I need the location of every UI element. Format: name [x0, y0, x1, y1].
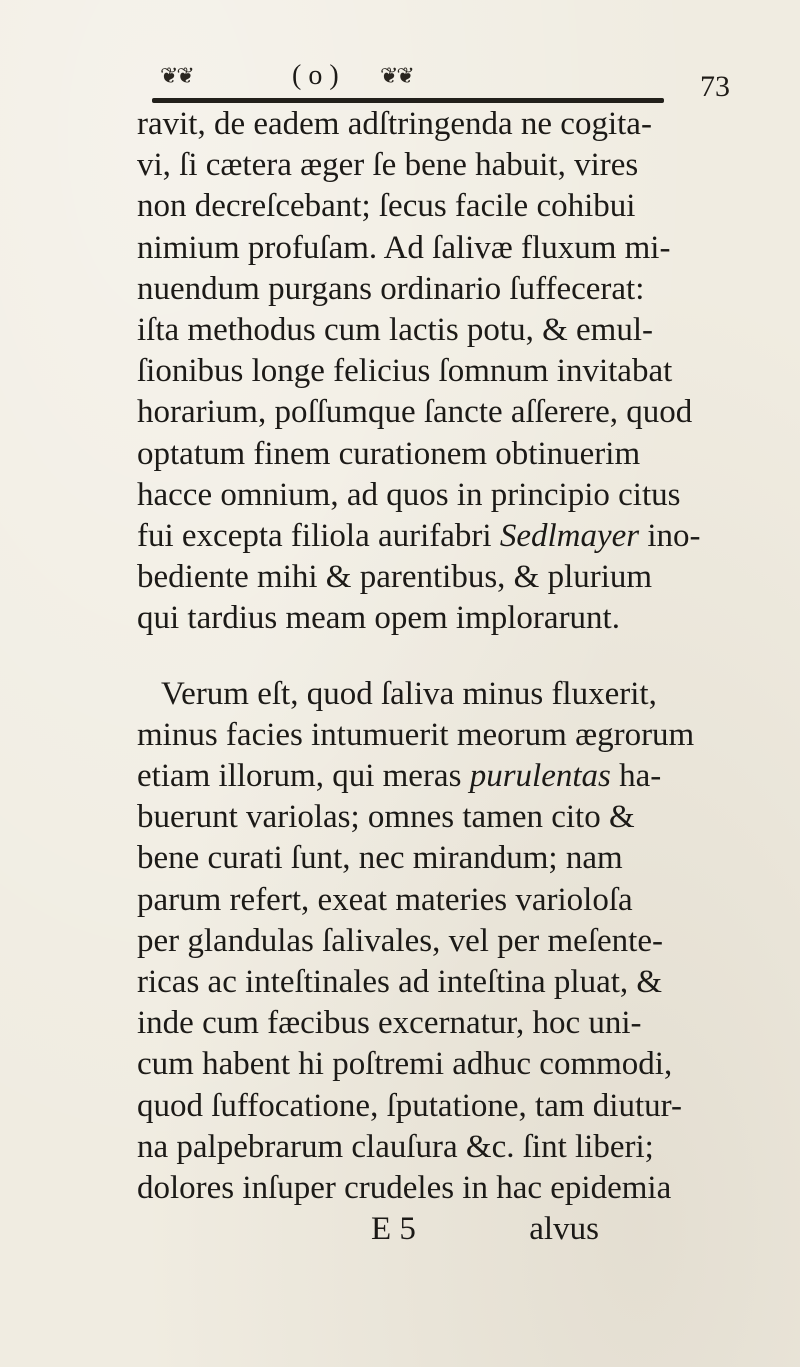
running-header — [160, 54, 730, 103]
signature-mark: E 5 — [371, 1211, 416, 1248]
text-line: qui tardius meam opem implorarunt. — [137, 600, 620, 637]
italic-name: Sedlmayer — [499, 518, 640, 555]
text-line: iſta methodus cum lactis potu, & emul- — [137, 312, 653, 349]
text-line: buerunt variolas; omnes tamen cito & — [137, 799, 635, 836]
text-line: bene curati ſunt, nec mirandum; nam — [137, 840, 623, 877]
text-line: vi, ſi cætera æger ſe bene habuit, vires — [137, 147, 639, 184]
right-ornament-icon: ❦❦ — [380, 64, 413, 89]
text-segment: fui excepta filiola aurifabri — [137, 518, 492, 555]
text-line: optatum finem curationem obtinuerim — [137, 435, 641, 472]
text-line: horarium, poſſumque ſancte aſſerere, quod — [137, 394, 693, 431]
text-line: ravit, de eadem adſtringenda ne cogita- — [137, 106, 652, 142]
text-line — [137, 756, 737, 797]
catchword: alvus — [529, 1211, 599, 1248]
text-line: na palpebrarum clauſura &c. ſint liberi; — [137, 1128, 654, 1165]
page-number: 73 — [700, 70, 730, 103]
left-ornament-icon: ❦❦ — [160, 64, 193, 89]
text-line: minus facies intumuerit meorum ægrorum — [137, 716, 695, 753]
text-segment: etiam illorum, qui meras — [137, 758, 462, 795]
text-line: bediente mihi & parentibus, & plurium — [137, 559, 653, 596]
text-line: ſionibus longe felicius ſomnum invitabat — [137, 353, 673, 390]
text-segment: ino- — [647, 518, 701, 555]
folio-mark: ( o ) — [292, 60, 339, 91]
text-line: non decreſcebant; ſecus facile cohibui — [137, 188, 636, 225]
text-line: Verum eſt, quod ſaliva minus fluxerit, — [161, 675, 657, 712]
text-line: cum habent hi poſtremi adhuc commodi, — [137, 1046, 673, 1083]
footer-line — [137, 1209, 737, 1250]
body-text — [137, 104, 737, 1250]
text-line: quod ſuffocatione, ſputatione, tam diutur- — [137, 1087, 682, 1124]
text-line: nimium profuſam. Ad ſalivæ fluxum mi- — [137, 229, 671, 266]
text-line: nuendum purgans ordinario ſuffecerat: — [137, 270, 645, 307]
text-line: ricas ac inteſtinales ad inteſtina pluat, & — [137, 964, 663, 1001]
text-line: inde cum fæcibus excernatur, hoc uni- — [137, 1005, 642, 1042]
text-segment: ha- — [619, 758, 662, 795]
paragraph-gap — [137, 640, 737, 674]
text-line: dolores inſuper crudeles in hac epidemia — [137, 1170, 672, 1207]
text-line: per glandulas ſalivales, vel per meſente- — [137, 922, 663, 959]
header-rule — [152, 98, 664, 103]
text-line — [137, 516, 737, 557]
text-line: hacce omnium, ad quos in principio citus — [137, 476, 681, 513]
italic-word: purulentas — [469, 758, 611, 795]
text-line: parum refert, exeat materies varioloſa — [137, 881, 633, 918]
